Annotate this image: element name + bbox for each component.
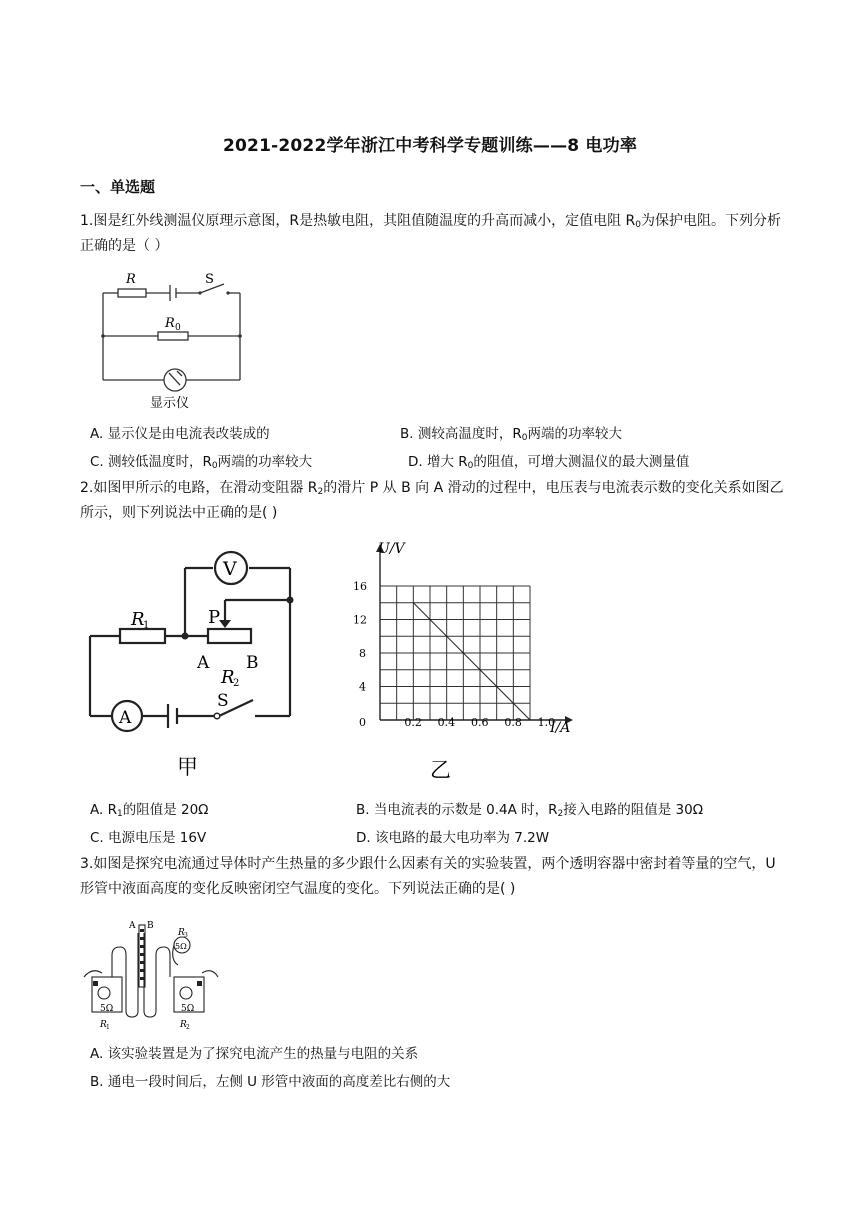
chart-x-tick-label: 1.0 [537,716,556,729]
chart-y-tick-label: 16 [353,580,367,593]
chart-x-tick-label: 0.8 [504,716,522,729]
svg-text:A: A [119,708,132,728]
svg-text:R: R [131,609,145,630]
chart-caption: 乙 [430,758,451,782]
chart-x-tick-label: 0.2 [404,716,422,729]
q3-option-a[interactable]: A. 该实验装置是为了探究电流产生的热量与电阻的关系 [90,1046,419,1062]
chart-origin: 0 [359,716,366,729]
question-2-text: 2.如图甲所示的电路，在滑动变阻器 $R_2$的滑片 P 从 B 向 A 滑动的过程中，电压表与电流表示数的变化关系如图乙所示，则下列说法中正确的是( ) [80,480,784,521]
q2-option-b[interactable]: B. 当电流表的示数是 0.4A 时，$R_2$接入电路的阻值是 30Ω [356,802,704,819]
chart-xlabel: I/A [550,720,571,736]
svg-text:0: 0 [175,323,181,333]
q2-option-a[interactable]: A. $R_1$的阻值是 20Ω [90,802,209,819]
svg-text:S: S [205,272,214,287]
chart-y-tick-label: 4 [359,680,366,694]
svg-text:R: R [126,272,136,287]
chart-x-tick-label: 0.6 [471,716,489,729]
svg-text:5Ω: 5Ω [100,1004,114,1014]
q3-option-b[interactable]: B. 通电一段时间后，左侧 U 形管中液面的高度差比右侧的大 [90,1074,451,1090]
svg-text:R: R [178,928,185,938]
svg-text:5Ω: 5Ω [175,942,187,951]
chart-y-tick-label: 12 [353,613,367,627]
svg-text:1: 1 [106,1024,110,1031]
q2-option-d[interactable]: D. 该电路的最大电功率为 7.2W [356,830,550,846]
q1-option-b[interactable]: B. 测较高温度时，$R_0$两端的功率较大 [400,426,622,443]
q2-chart-yi [345,540,585,785]
chart-x-tick-label: 0.4 [437,716,456,729]
svg-text:甲: 甲 [177,755,198,779]
question-1-text: 1.图是红外线测温仪原理示意图，R是热敏电阻，其阻值随温度的升高而减小，定值电阻 $R_0$为保护电阻。下列分析正确的是（ ） [80,213,781,254]
page-title: 2021-2022学年浙江中考科学专题训练——8 电功率 [222,136,638,156]
svg-text:B: B [246,653,259,673]
q1-circuit-diagram [100,268,250,410]
svg-text:B: B [147,921,154,931]
q2-circuit-jia [85,548,300,783]
q1-option-a[interactable]: A. 显示仪是由电流表改装成的 [90,426,270,442]
q2-option-c[interactable]: C. 电源电压是 16V [90,830,207,846]
svg-text:R: R [165,316,175,331]
q1-option-c[interactable]: C. 测较低温度时，$R_0$两端的功率较大 [90,454,313,471]
q1-option-d[interactable]: D. 增大 $R_0$的阻值，可增大测温仪的最大测量值 [408,454,690,471]
svg-text:R: R [180,1020,187,1030]
question-3-text: 3.如图是探究电流通过导体时产生热量的多少跟什么因素有关的实验装置，两个透明容器中密封着等量的空气，U 形管中液面高度的变化反映密闭空气温度的变化。下列说法正确的是( ) [80,856,776,897]
svg-text:显示仪: 显示仪 [150,396,190,411]
svg-text:V: V [223,558,237,580]
svg-text:1: 1 [143,620,150,631]
svg-text:S: S [217,691,229,711]
chart-y-tick-label: 8 [359,647,366,660]
svg-text:R: R [221,667,235,688]
svg-text:A: A [197,653,210,673]
svg-text:2: 2 [186,1024,190,1031]
chart-series-line [413,603,530,720]
svg-text:5Ω: 5Ω [181,1004,195,1014]
svg-text:3: 3 [184,932,188,939]
q3-apparatus-diagram [82,915,220,1033]
svg-text:2: 2 [233,678,240,689]
svg-text:A: A [129,921,136,931]
svg-text:P: P [208,607,221,628]
chart-ylabel: U/V [378,541,405,557]
section-heading: 一、单选题 [80,178,156,196]
svg-text:R: R [100,1020,107,1030]
